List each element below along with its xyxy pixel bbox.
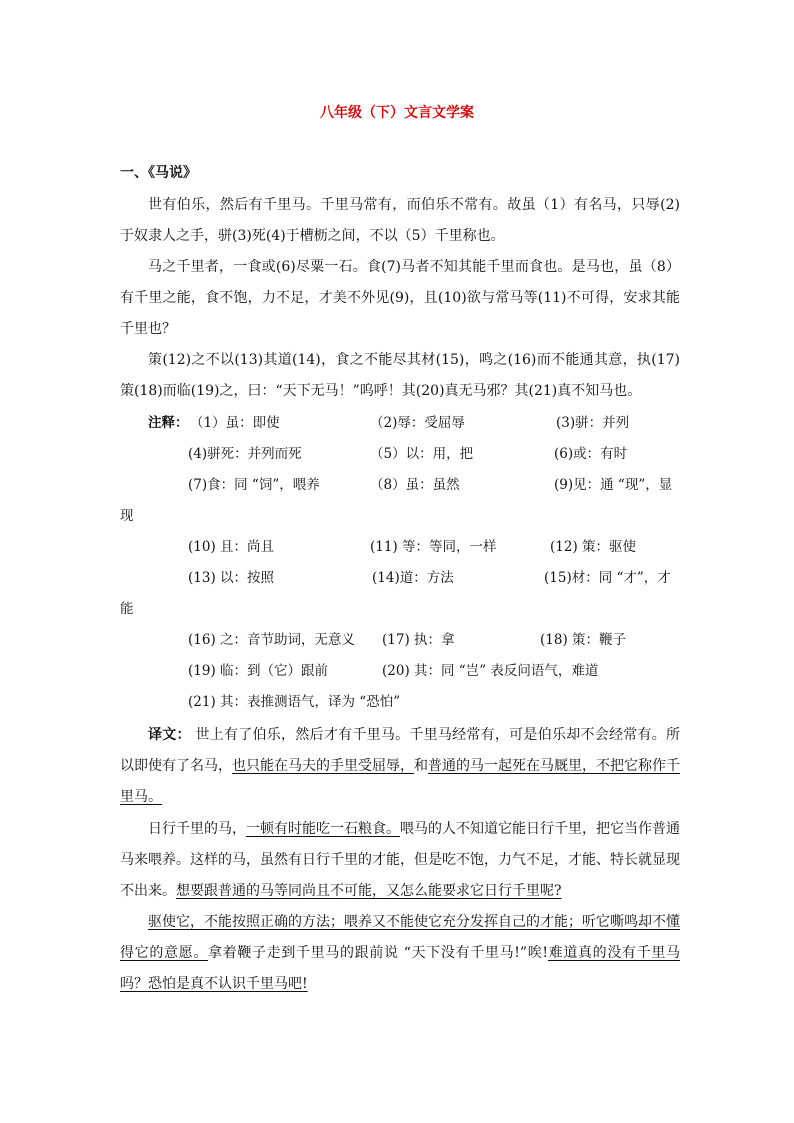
translation-underlined: 一顿有时能吃一石粮食。: [246, 821, 400, 837]
translation-text: 拿着鞭子走到千里马的跟前说 “天下没有千里马!”唉!: [208, 945, 549, 961]
notes-row: [120, 532, 680, 563]
notes-label: 注释：: [148, 415, 189, 431]
note-item: (12) 策：驱使: [550, 539, 637, 555]
translation-text: 世上有了伯乐，然后才有千里马。千里马经常有，可是伯乐却不会经常有。所以即使有了名马，: [120, 727, 681, 774]
translation-paragraph-2: [120, 814, 680, 907]
note-item: (21) 其：表推测语气，译为 “恐怕”: [188, 694, 401, 710]
note-item: （5）以：用，把: [370, 446, 474, 462]
note-item: (19) 临：到（它）跟前: [188, 663, 329, 679]
translation-underlined: 想要跟普通的马等同尚且不可能，又怎么能要求它日行千里呢?: [176, 883, 562, 899]
translation-underlined: 驱使它，不能按照正确的方法；喂养又不能使它充分发挥自己的才能；听它嘶鸣却不懂得它的意愿。: [120, 914, 680, 961]
note-item: (7)食：同 “饲”，喂养: [188, 477, 320, 493]
translation-label: 译文：: [148, 727, 191, 743]
notes-row: [120, 408, 680, 439]
note-item: (4)骈死：并列而死: [188, 446, 302, 462]
note-item: (13) 以：按照: [188, 570, 275, 586]
note-continuation: 现: [120, 508, 134, 524]
translation-underlined: 普通的马一起死在马厩里，不把它称作千里马。: [120, 758, 680, 805]
translation-text: 喂马的人不知道它能日行千里，把它当作普通马来喂养。这样的马，虽然有日行千里的才能，但是吃不饱，力气不足，才能、特长就显现不出来。: [120, 821, 680, 899]
translation-paragraph-1: [120, 720, 680, 813]
section-heading: 一、《马说》: [120, 165, 197, 181]
original-paragraph-3: 策(12)之不以(13)其道(14)，食之不能尽其材(15)，鸣之(16)而不能通其意，执(17)策(18)而临(19)之，曰：“天下无马！”呜呼！其(20)真无马邪？其(21)真不知马也。: [120, 352, 680, 399]
translation-paragraph-3: [120, 907, 680, 1000]
page-title: 八年级（下）文言文学案: [320, 105, 474, 121]
translation-text: 日行千里的马，: [148, 821, 246, 837]
notes-row: [120, 687, 680, 718]
note-item: （8）虽：虽然: [370, 477, 460, 493]
notes-row: [120, 563, 680, 594]
notes-row: [120, 594, 680, 625]
note-continuation: 能: [120, 601, 134, 617]
note-item: (14)道：方法: [372, 570, 454, 586]
notes-row: [120, 625, 680, 656]
translation-underlined: 也只能在马夫的手里受屈辱，: [232, 758, 414, 774]
translation-underlined: 难道真的没有千里马吗？恐怕是真不认识千里马吧!: [120, 945, 681, 992]
note-item: (10) 且：尚且: [188, 539, 275, 555]
translation-text: 和: [414, 758, 428, 774]
notes-row: [120, 656, 680, 687]
notes-row: [120, 501, 680, 532]
note-item: (9)见：通 “现”，显: [554, 477, 673, 493]
notes-row: [120, 439, 680, 470]
note-item: (15)材：同 “才”，才: [544, 570, 671, 586]
notes-block: [120, 408, 680, 718]
note-item: (11) 等：等同，一样: [370, 539, 497, 555]
original-paragraph-2: 马之千里者，一食或(6)尽粟一石。食(7)马者不知其能千里而食也。是马也，虽（8）有千里之能，食不饱，力不足，才美不外见(9)，且(10)欲与常马等(11)不可得，安求其能千里也？: [120, 259, 680, 337]
note-item: (3)骈：并列: [556, 415, 630, 431]
note-item: (20) 其：同 “岂” 表反问语气，难道: [382, 663, 599, 679]
original-paragraph-1: 世有伯乐，然后有千里马。千里马常有，而伯乐不常有。故虽（1）有名马，只辱(2)于奴隶人之手，骈(3)死(4)于槽枥之间，不以（5）千里称也。: [120, 197, 680, 244]
notes-row: [120, 470, 680, 501]
note-item: (16) 之：音节助词，无意义: [188, 632, 356, 648]
note-item: （1）虽：即使: [190, 415, 280, 431]
note-item: (18) 策：鞭子: [540, 632, 627, 648]
note-item: (17) 执：拿: [382, 632, 455, 648]
note-item: (6)或：有时: [554, 446, 628, 462]
note-item: （2)辱：受屈辱: [370, 415, 465, 431]
